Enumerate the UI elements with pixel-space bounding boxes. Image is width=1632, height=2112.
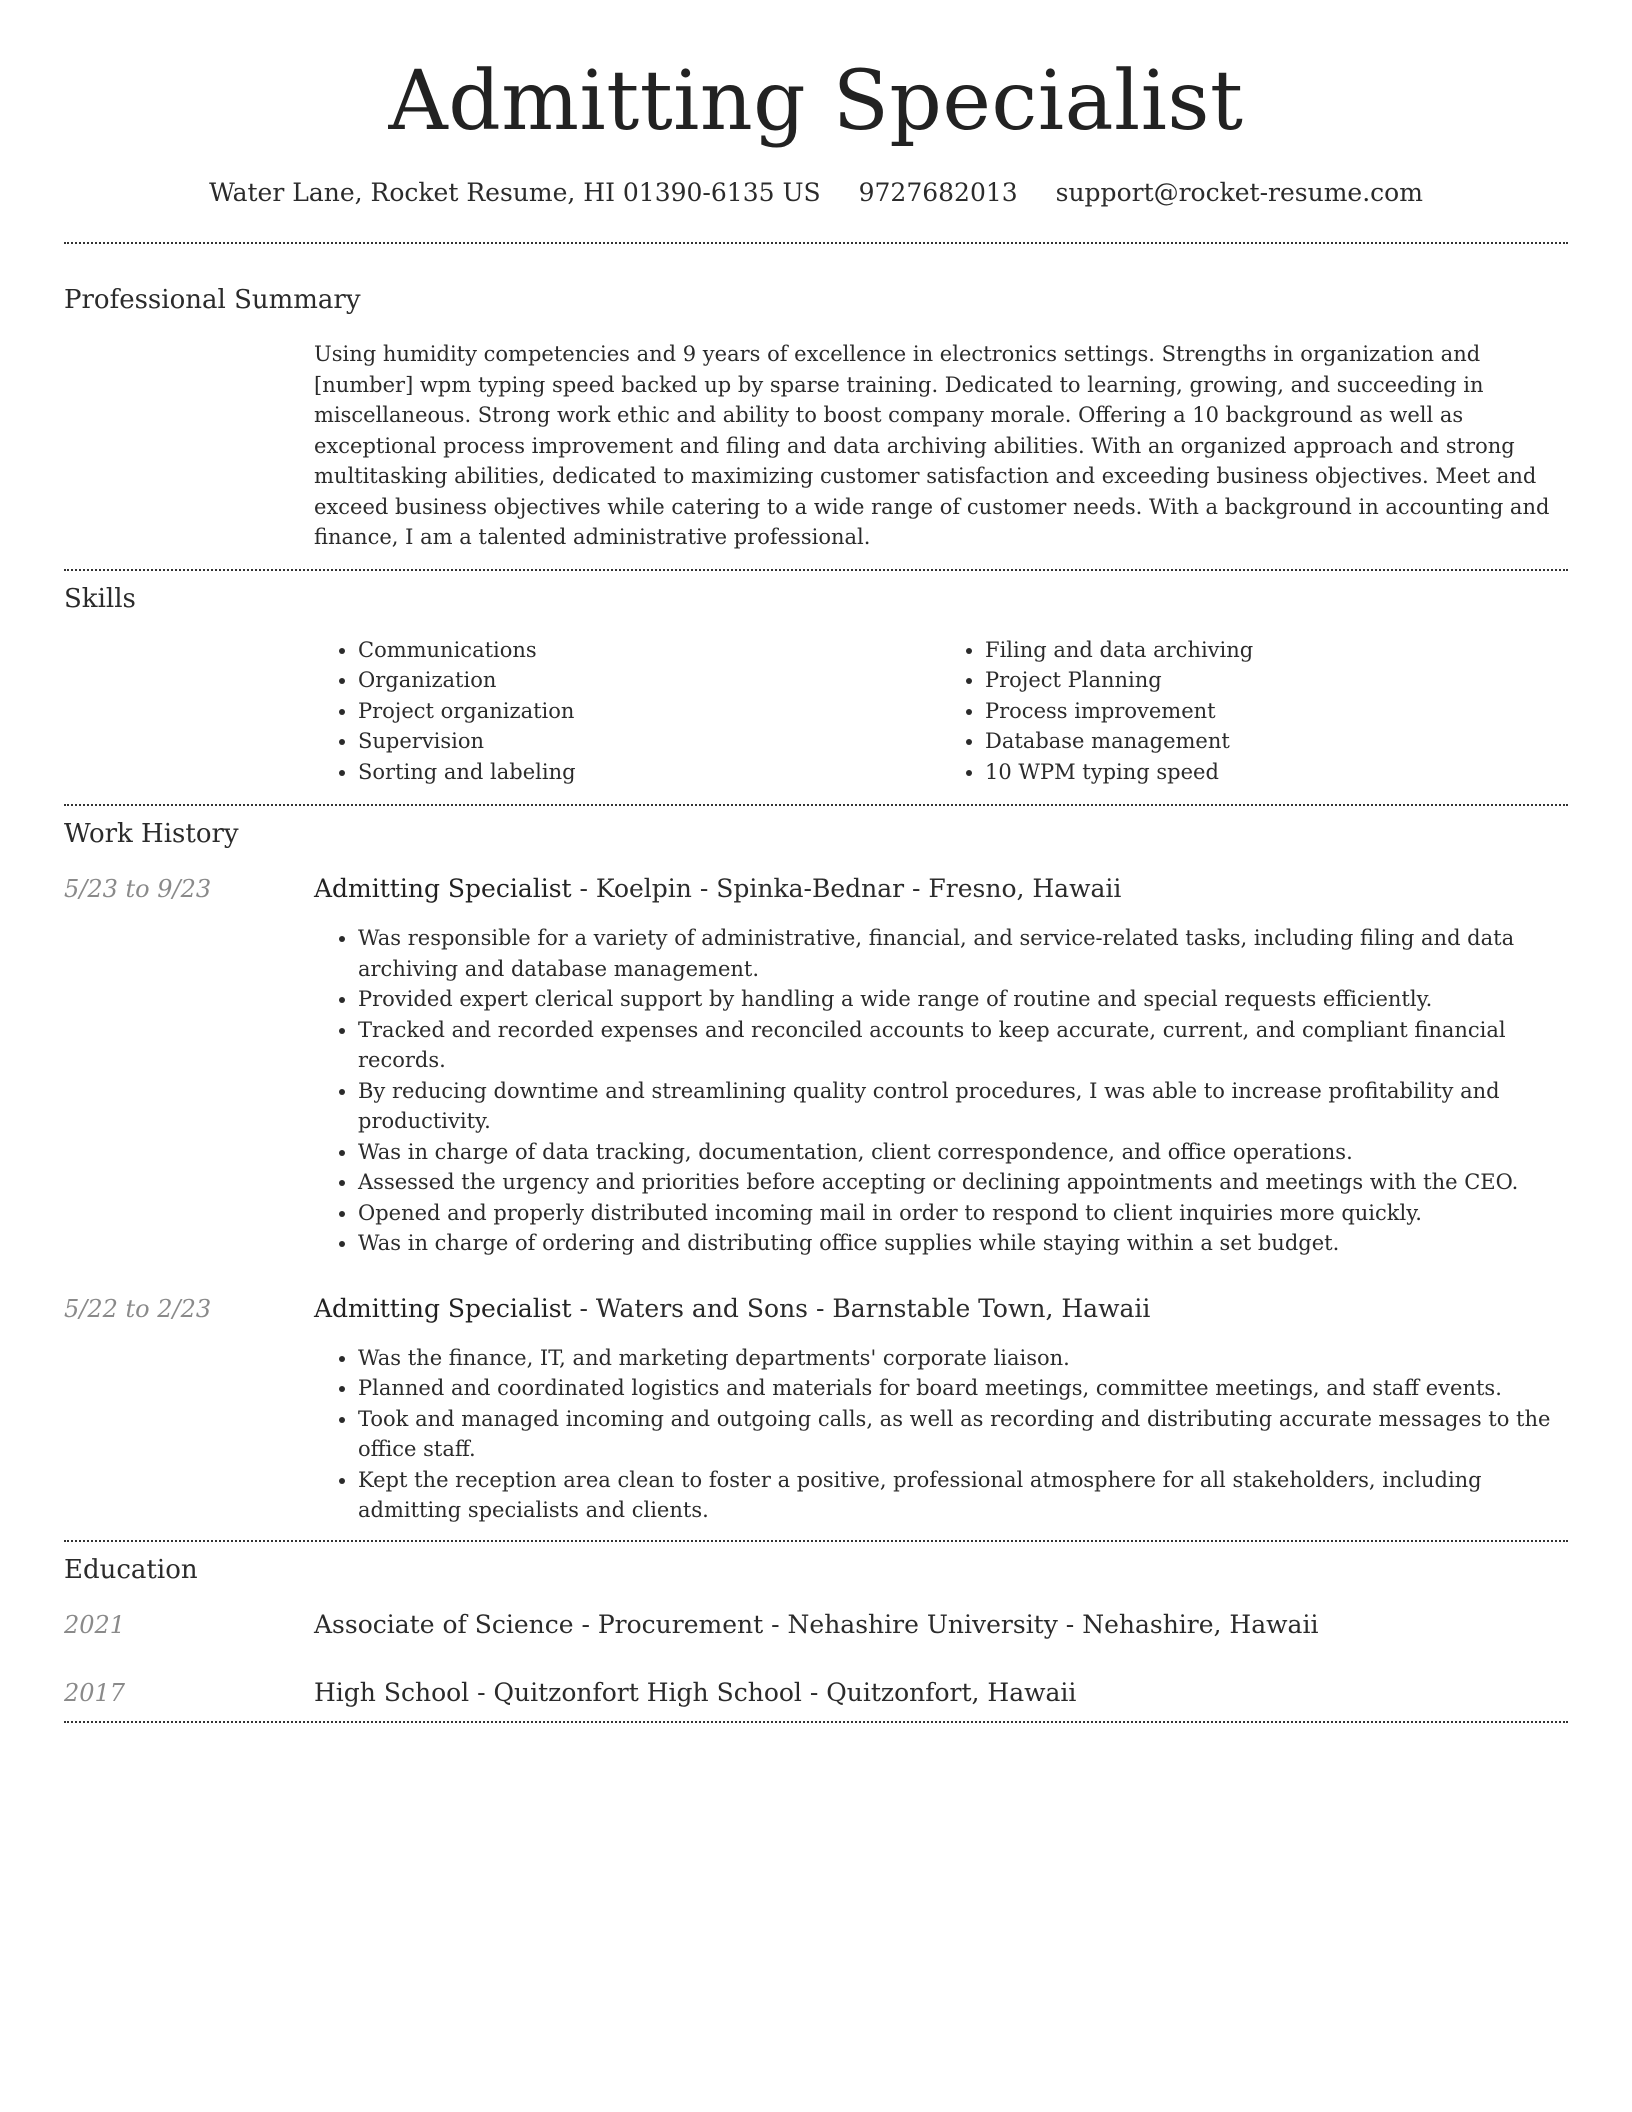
skill-item: • Project organization xyxy=(358,696,941,727)
skill-item: • Communications xyxy=(358,635,941,666)
contact-email: support@rocket-resume.com xyxy=(1055,178,1423,207)
education-entry xyxy=(64,1609,1568,1641)
section-divider xyxy=(64,804,1568,806)
skill-item: • Organization xyxy=(358,665,941,696)
education-year: 2017 xyxy=(64,1678,126,1707)
job-title xyxy=(314,1293,1150,1325)
skill-item: • Process improvement xyxy=(985,696,1568,727)
job-bullet: • Opened and properly distributed incoming mail in order to respond to client inquiries more quickly. xyxy=(358,1198,1568,1229)
section-divider xyxy=(64,569,1568,571)
education-title xyxy=(314,1677,1076,1709)
job-bullet: • Provided expert clerical support by handling a wide range of routine and special requests efficiently. xyxy=(358,984,1568,1015)
job-bullet: • Was responsible for a variety of administrative, financial, and service-related tasks, including filing and data archiving and database management. xyxy=(358,923,1568,984)
education-heading: Education xyxy=(64,1554,198,1585)
job-entry xyxy=(64,1293,1568,1526)
education-title xyxy=(314,1609,1318,1641)
job-bullet: • Planned and coordinated logistics and materials for board meetings, committee meetings, and staff events. xyxy=(358,1373,1568,1404)
skill-item: • 10 WPM typing speed xyxy=(985,757,1568,788)
skill-item: • Sorting and labeling xyxy=(358,757,941,788)
summary-section xyxy=(64,284,1568,553)
education-degree: High School xyxy=(314,1677,470,1707)
education-year: 2021 xyxy=(64,1610,126,1639)
section-divider xyxy=(64,1540,1568,1542)
job-dates: 5/22 to 2/23 xyxy=(64,1294,212,1323)
education-section xyxy=(64,1554,1568,1709)
contact-line xyxy=(64,178,1568,208)
resume-page xyxy=(64,0,1568,1723)
work-section xyxy=(64,818,1568,1526)
job-title xyxy=(314,873,1121,905)
summary-heading: Professional Summary xyxy=(64,285,361,315)
job-bullets xyxy=(314,1343,1568,1526)
job-dates: 5/23 to 9/23 xyxy=(64,875,212,903)
section-divider xyxy=(64,242,1568,244)
skill-item: • Database management xyxy=(985,726,1568,757)
education-entry xyxy=(64,1677,1568,1709)
skill-item: • Filing and data archiving xyxy=(985,635,1568,666)
skill-item: • Project Planning xyxy=(985,665,1568,696)
job-bullet: • Was in charge of ordering and distributing office supplies while staying within a set budget. xyxy=(358,1228,1568,1259)
job-bullets xyxy=(314,923,1568,1259)
skills-column-left xyxy=(314,635,941,788)
job-bullet: • By reducing downtime and streamlining quality control procedures, I was able to increase profitability and productivity. xyxy=(358,1076,1568,1137)
job-company: - Koelpin - Spinka-Bednar - Fresno, Hawaii xyxy=(571,874,1122,903)
job-bullet: • Kept the reception area clean to foster a positive, professional atmosphere for all stakeholders, including admitting specialists and clients. xyxy=(358,1465,1568,1526)
job-entry xyxy=(64,873,1568,1259)
job-company: - Waters and Sons - Barnstable Town, Hawaii xyxy=(571,1293,1151,1323)
job-role: Admitting Specialist xyxy=(314,1293,572,1323)
job-bullet: • Was in charge of data tracking, documentation, client correspondence, and office operations. xyxy=(358,1137,1568,1168)
job-bullet: • Was the finance, IT, and marketing departments' corporate liaison. xyxy=(358,1343,1568,1374)
education-school: - Quitzonfort High School - Quitzonfort, Hawaii xyxy=(469,1677,1077,1707)
candidate-name: Admitting Specialist xyxy=(388,54,1244,149)
job-bullet: • Assessed the urgency and priorities before accepting or declining appointments and meetings with the CEO. xyxy=(358,1167,1568,1198)
contact-phone: 9727682013 xyxy=(858,178,1018,207)
resume-header xyxy=(64,0,1568,208)
job-bullet: • Tracked and recorded expenses and reconciled accounts to keep accurate, current, and compliant financial records. xyxy=(358,1015,1568,1076)
work-heading: Work History xyxy=(64,819,239,849)
education-degree: Associate of Science - Procurement xyxy=(314,1609,764,1639)
contact-address: Water Lane, Rocket Resume, HI 01390-6135 US xyxy=(209,178,821,207)
skills-column-right xyxy=(941,635,1568,788)
section-divider xyxy=(64,1721,1568,1723)
skill-item: • Supervision xyxy=(358,726,941,757)
education-school: - Nehashire University - Nehashire, Hawaii xyxy=(763,1609,1319,1639)
skills-list xyxy=(314,635,1568,788)
job-bullet: • Took and managed incoming and outgoing calls, as well as recording and distributing accurate messages to the office staff. xyxy=(358,1404,1568,1465)
skills-heading: Skills xyxy=(64,583,136,614)
summary-text: Using humidity competencies and 9 years of excellence in electronics settings. Strengths in organization and [number] wpm typing speed backed up by sparse training. Dedicated to learning, growing, and succeeding in miscellaneous. Strong work ethic and ability to boost company morale. Offering a 10 background as well as exceptional process improvement and filing and data archiving abilities. With an organized approach and strong multitasking abilities, dedicated to maximizing customer satisfaction and exceeding business objectives. Meet and exceed business objectives while catering to a wide range of customer needs. With a background in accounting and finance, I am a talented administrative professional. xyxy=(314,342,1550,549)
job-role: Admitting Specialist xyxy=(314,874,572,903)
skills-section xyxy=(64,583,1568,788)
